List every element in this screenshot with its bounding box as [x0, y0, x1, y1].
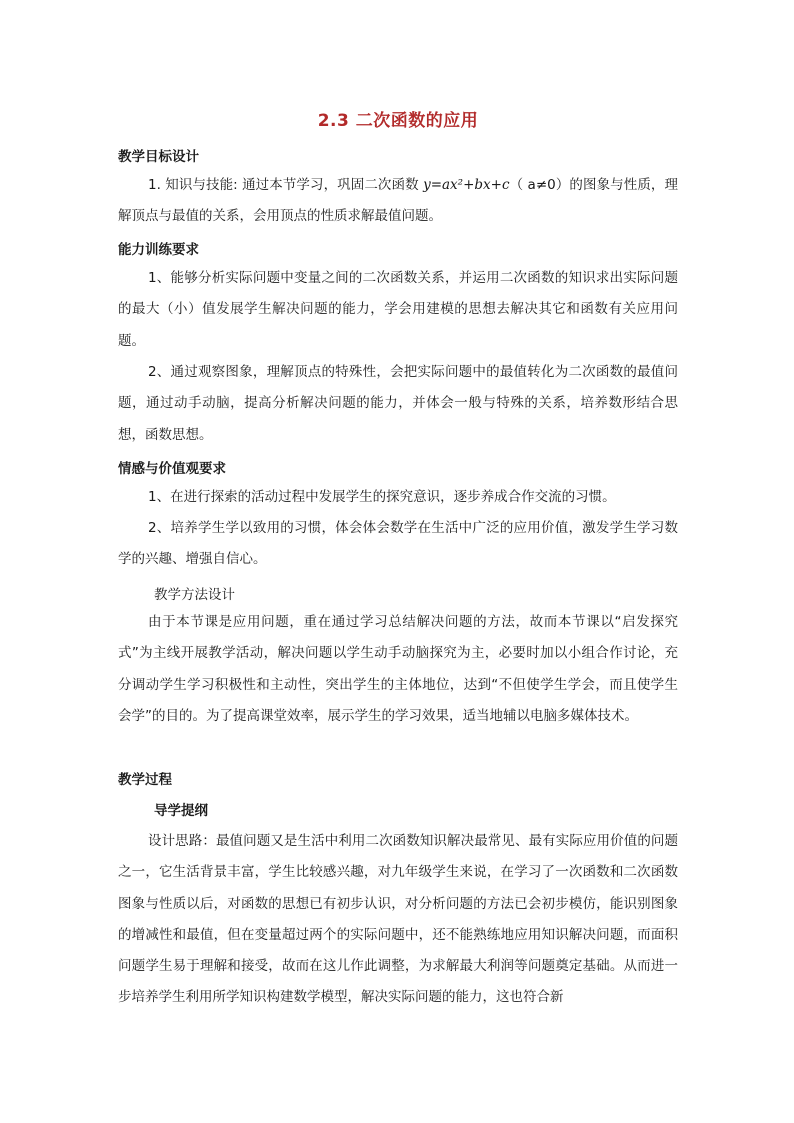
method-heading: 教学方法设计	[154, 587, 235, 603]
emotion-paragraph-1: 1、在进行探索的活动过程中发展学生的探究意识，逐步养成合作交流的习惯。	[148, 489, 616, 505]
process-heading: 教学过程	[118, 772, 172, 788]
ability-heading: 能力训练要求	[118, 242, 199, 258]
emotion-heading: 情感与价值观要求	[118, 461, 226, 477]
ability-paragraph-1: 1、能够分析实际问题中变量之间的二次函数关系，并运用二次函数的知识求出实际问题的最大（小）值发展学生解决问题的能力，学会用建模的思想去解决其它和函数有关应用问题。	[118, 270, 678, 349]
method-paragraph: 由于本节课是应用问题，重在通过学习总结解决问题的方法，故而本节课以“启发探究式”为主线开展教学活动，解决问题以学生动手动脑探究为主，必要时加以小组合作讨论，充分调动学生学习积极性和主动性，突出学生的主体地位，达到“不但使学生学会，而且使学生会学”的目的。为了提高课堂效率，展示学生的学习效果，适当地辅以电脑多媒体技术。	[118, 614, 678, 724]
goals-item1-paren: （ a≠0）	[509, 177, 570, 193]
emotion-paragraph-2: 2、培养学生学以致用的习惯，体会体会数学在生活中广泛的应用价值，激发学生学习数学的兴趣、增强自信心。	[118, 520, 678, 568]
guide-heading: 导学提纲	[154, 803, 208, 819]
quadratic-formula: y=ax²+bx+c	[423, 177, 510, 193]
page-title: 2.3 二次函数的应用	[317, 111, 479, 131]
design-paragraph: 设计思路：最值问题又是生活中利用二次函数知识解决最常见、最有实际应用价值的问题之一，它生活背景丰富，学生比较感兴趣，对九年级学生来说，在学习了一次函数和二次函数图象与性质以后，对函数的思想已有初步认识，对分析问题的方法已会初步模仿，能识别图象的增减性和最值，但在变量超过两个的实际问题中，还不能熟练地应用知识解决问题，而面积问题学生易于理解和接受，故而在这儿作此调整，为求解最大利润等问题奠定基础。从而进一步培养学生利用所学知识构建数学模型，解决实际问题的能力，这也符合新	[118, 833, 678, 1006]
goals-item1-prefix: 1. 知识与技能: 通过本节学习，巩固二次函数	[148, 177, 424, 193]
ability-paragraph-2: 2、通过观察图象，理解顶点的特殊性，会把实际问题中的最值转化为二次函数的最值问题，通过动手动脑，提高分析解决问题的能力，并体会一般与特殊的关系，培养数形结合思想，函数思想。	[118, 364, 678, 443]
goals-heading: 教学目标设计	[118, 149, 199, 165]
goals-item-1	[118, 170, 678, 233]
goals-item1-suffix: 的图象与性质，理解顶点与最值的关系，会用顶点的性质求解最值问题。	[118, 177, 678, 225]
